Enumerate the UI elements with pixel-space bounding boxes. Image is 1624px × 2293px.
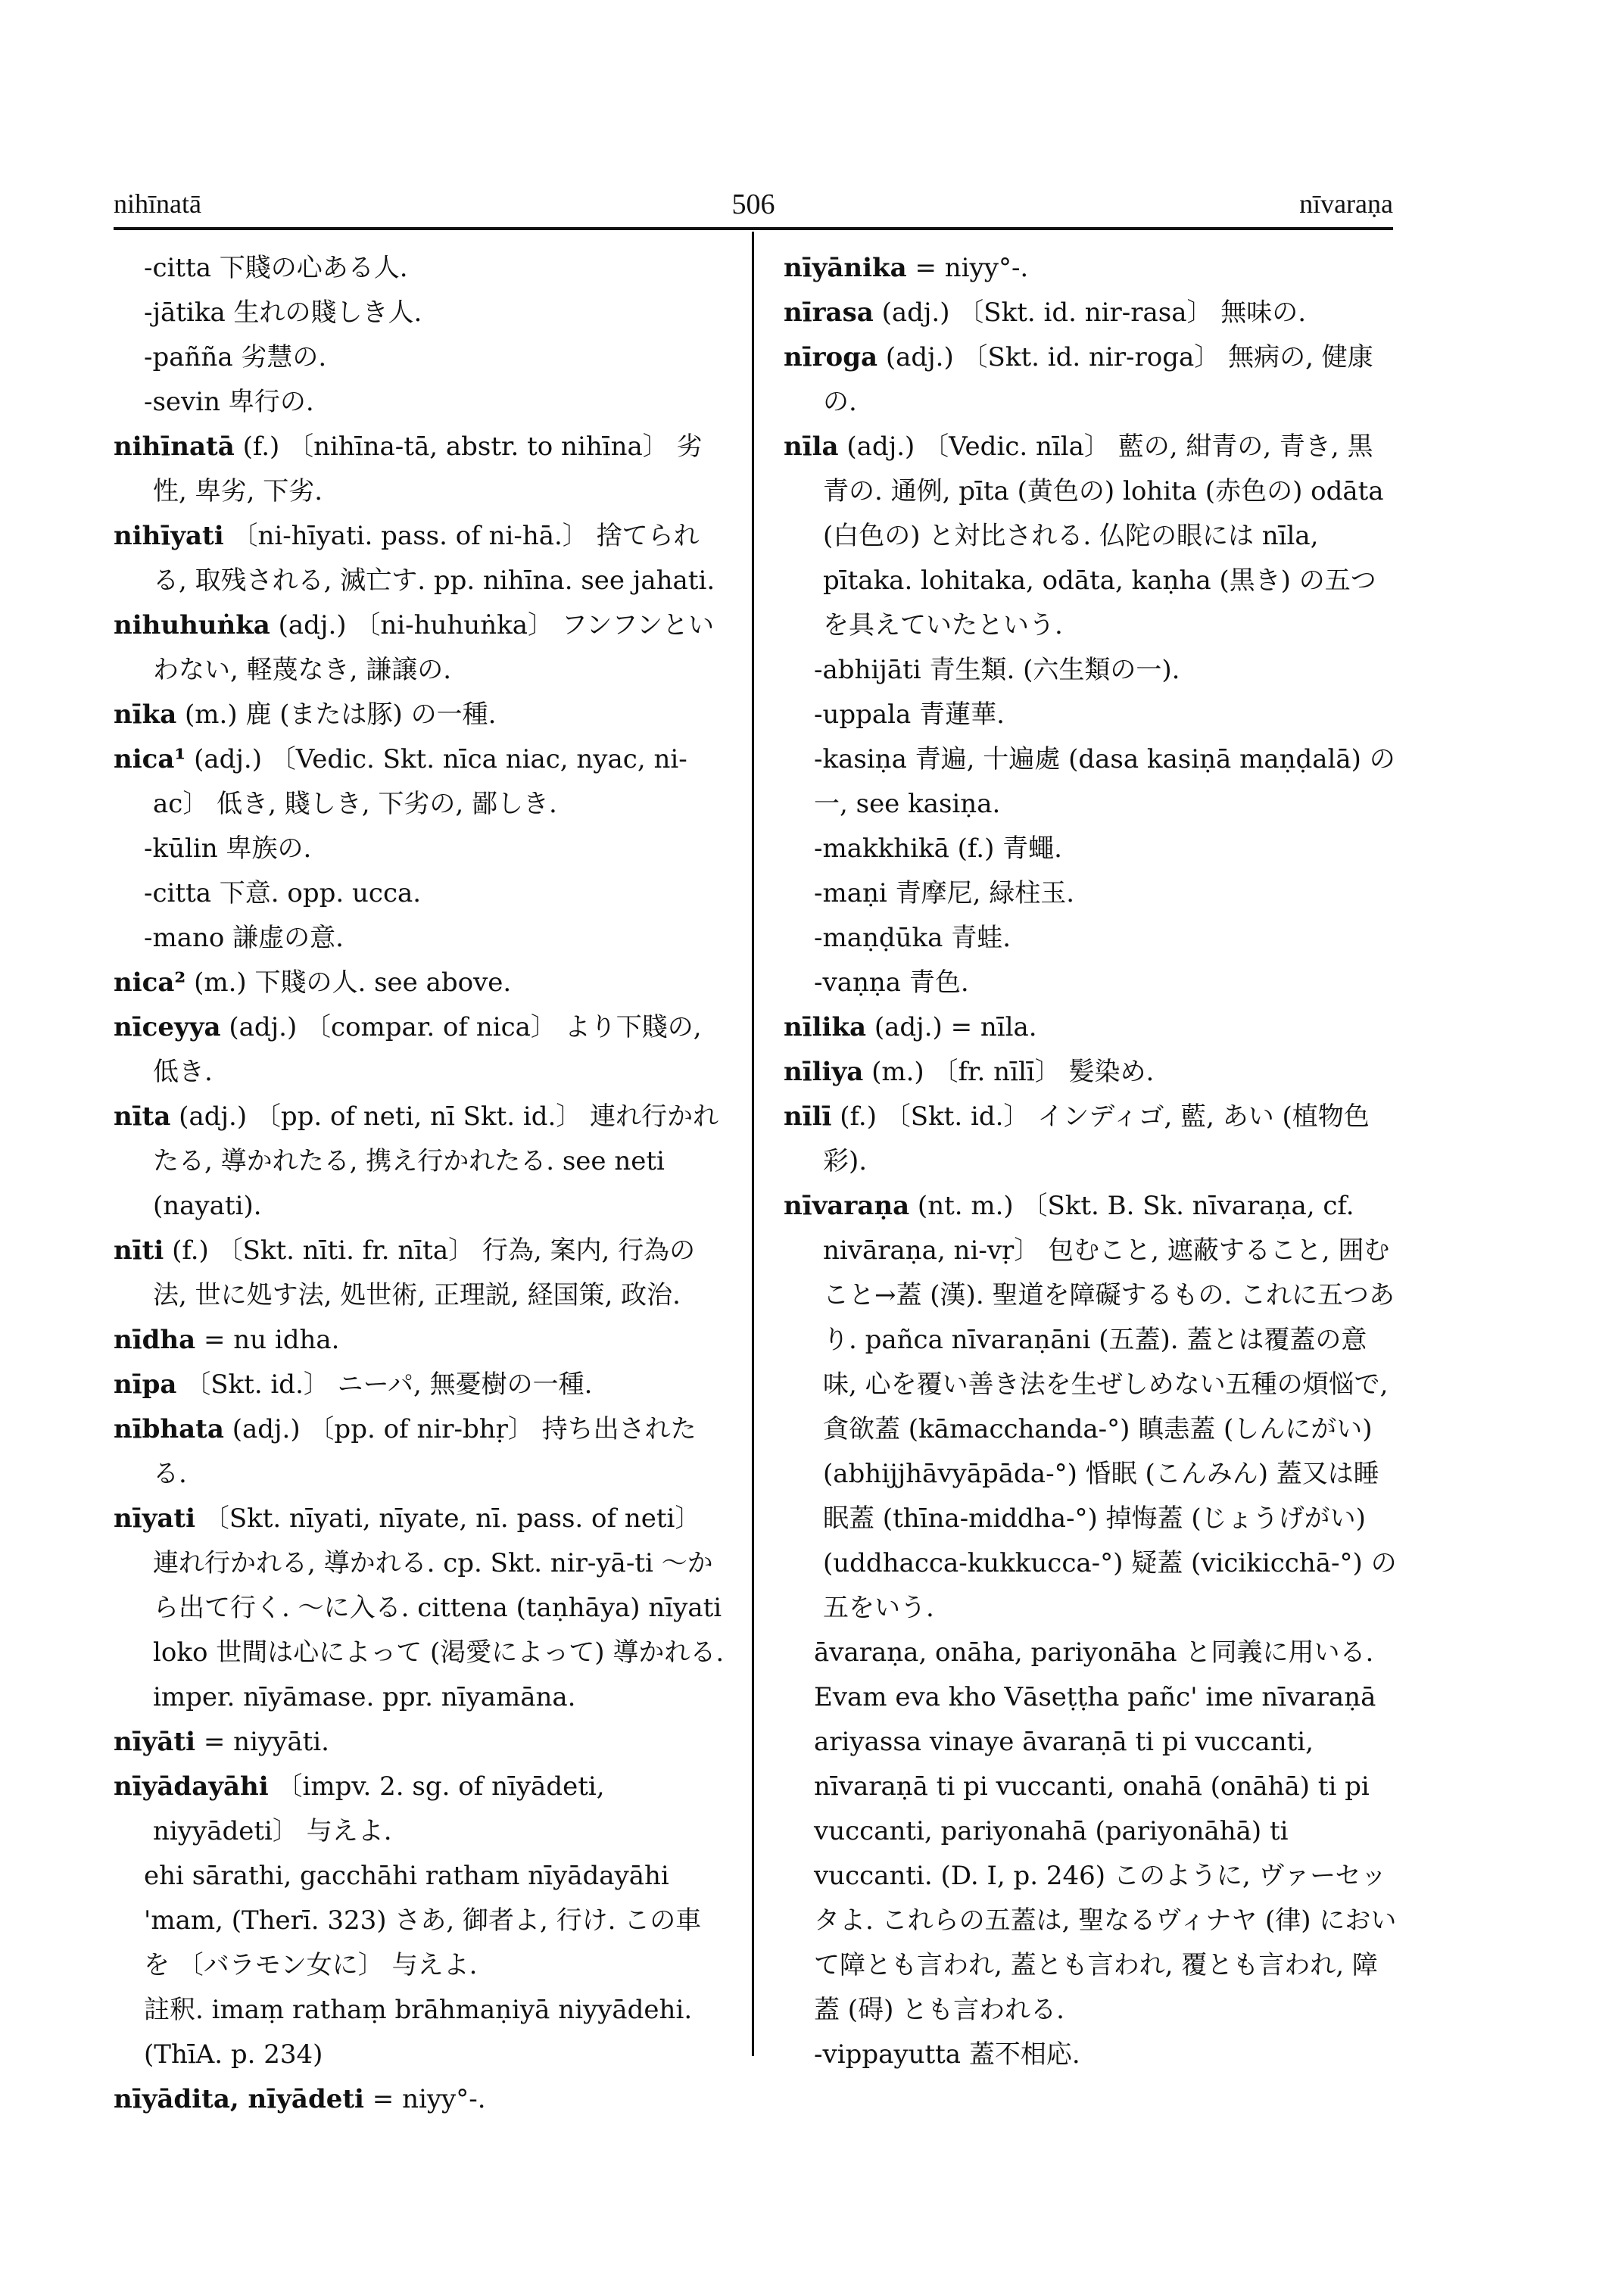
entry-definition: (adj.) 〔compar. of nica〕 より下賤の, 低き.: [153, 1012, 702, 1087]
dictionary-entry: [784, 1095, 1397, 1184]
headword: nīla: [784, 431, 839, 462]
column-divider: [752, 232, 754, 2056]
citation-text: āvaraṇa, onāha, pariyonāha と同義に用いる.: [814, 1637, 1374, 1668]
headword: nīka: [114, 699, 177, 730]
dictionary-entry: [784, 291, 1397, 335]
dictionary-entry: [114, 1407, 727, 1497]
entry-definition: (nt. m.) 〔Skt. B. Sk. nīvaraṇa, cf. nivāraṇa, ni-vṛ〕 包むこと, 遮蔽すること, 囲むこと→蓋 (漢). 聖道を障礙するもの. これに五つあり. pañca nīvaraṇāni (五蓋). 蓋とは覆蓋の意味, 心を覆い善き法を生ぜしめない五種の煩悩で, 貪欲蓋 (kāmacchanda-°) 瞋恚蓋 (しんにがい) (abhijjhāvyāpāda-°) 惛眠 (こんみん) 蓋又は睡眠蓋 (thīna-middha-°) 掉悔蓋 (じょうげがい) (uddhacca-kukkucca-°) 疑蓋 (vicikicchā-°) の五をいう.: [823, 1191, 1397, 1623]
dictionary-entry: [114, 425, 727, 514]
headword: nīyāti: [114, 1727, 196, 1757]
citation-text: 註釈. imaṃ rathaṃ brāhmaṇiyā niyyādehi. (ThīA. p. 234): [144, 1995, 693, 2070]
entry-definition: (f.) 〔nihīna-tā, abstr. to nihīna〕 劣性, 卑劣, 下劣.: [153, 431, 703, 506]
running-head-left: nihīnatā: [114, 188, 201, 219]
sub-entry: -citta 下意. opp. ucca.: [144, 878, 422, 908]
dictionary-entry: [784, 335, 1397, 425]
dictionary-entry: [114, 1005, 727, 1095]
running-head-right: nīvaraṇa: [1299, 188, 1393, 219]
sub-entry: -makkhikā (f.) 青蠅.: [814, 833, 1062, 864]
dictionary-entry: [114, 603, 727, 693]
entry-definition: (adj.) 〔pp. of neti, nī Skt. id.〕 連れ行かれたる, 導かれたる, 携え行かれたる. see neti (nayati).: [153, 1101, 719, 1221]
dictionary-entry: [114, 1318, 727, 1363]
entry-definition: (adj.) 〔ni-huhuṅka〕 フンフンといわない, 軽蔑なき, 謙譲の.: [153, 610, 715, 685]
dictionary-entry: [114, 1497, 727, 1720]
entry-definition: (adj.) 〔Skt. id. nir-roga〕 無病の, 健康の.: [823, 342, 1373, 417]
headword: nīroga: [784, 342, 878, 372]
entry-definition: = niyyāti.: [195, 1727, 329, 1757]
headword: nīceyya: [114, 1012, 221, 1042]
entry-definition: (f.) 〔Skt. nīti. fr. nīta〕 行為, 案内, 行為の法, 世に処す法, 処世術, 正理説, 経国策, 政治.: [153, 1235, 696, 1310]
sub-entry: -mano 謙虚の意.: [144, 923, 344, 953]
sub-entry: -kasiṇa 青遍, 十遍處 (dasa kasiṇā maṇḍalā) の一, see kasiṇa.: [814, 744, 1395, 819]
dictionary-entry: [114, 514, 727, 603]
dictionary-entry: [114, 2077, 727, 2122]
dictionary-entry: [114, 1720, 727, 1765]
headword: nīpa: [114, 1369, 177, 1400]
sub-entry: -vippayutta 蓋不相応.: [814, 2039, 1080, 2070]
entry-definition: (adj.) = nīla.: [866, 1012, 1037, 1042]
entry-definition: 〔ni-hīyati. pass. of ni-hā.〕 捨てられる, 取残される, 滅亡す. pp. nihīna. see jahati.: [153, 521, 715, 596]
headword: nica²: [114, 967, 186, 998]
sub-entry: -sevin 卑行の.: [144, 387, 314, 417]
headword: nīrasa: [784, 298, 874, 328]
sub-entry: -abhijāti 青生類. (六生類の一).: [814, 655, 1180, 685]
headword: nīta: [114, 1101, 171, 1132]
headword: nica¹: [114, 744, 186, 774]
headword: nīdha: [114, 1325, 196, 1355]
dictionary-entry: [114, 693, 727, 737]
entry-definition: 〔Skt. id.〕 ニーパ, 無憂樹の一種.: [176, 1369, 593, 1400]
entry-definition: 〔impv. 2. sg. of nīyādeti, niyyādeti〕 与えよ.: [153, 1771, 605, 1846]
dictionary-entry: [784, 1005, 1397, 1050]
right-column: [784, 246, 1397, 2077]
entry-definition: (m.) 下賤の人. see above.: [185, 967, 512, 998]
sub-entry: -maṇḍūka 青蛙.: [814, 923, 1011, 953]
headword: nihīnatā: [114, 431, 235, 462]
dictionary-entry: [114, 1363, 727, 1407]
sub-entry: -kūlin 卑族の.: [144, 833, 312, 864]
headword: nihuhuṅka: [114, 610, 270, 640]
citation-text: Evam eva kho Vāseṭṭha pañc' ime nīvaraṇā ariyassa vinaye āvaraṇā ti pi vuccanti, nīvaraṇā ti pi vuccanti, onahā (onāhā) ti pi vuccanti, pariyonahā (pariyonāhā) ti vuccanti. (D. I, p. 246) このように, ヴァーセッタよ. これらの五蓋は, 聖なるヴィナヤ (律) において障とも言われ, 蓋とも言われ, 覆とも言われ, 障蓋 (碍) とも言われる.: [814, 1682, 1397, 2025]
entry-definition: (adj.) 〔Vedic. Skt. nīca niac, nyac, ni-ac〕 低き, 賤しき, 下劣の, 鄙しき.: [153, 744, 687, 819]
entry-definition: (m.) 〔fr. nīlī〕 髪染め.: [863, 1057, 1155, 1087]
sub-entry: -vaṇṇa 青色.: [814, 967, 969, 998]
headword: nīlika: [784, 1012, 867, 1042]
entry-definition: 〔Skt. nīyati, nīyate, nī. pass. of neti〕 連れ行かれる, 導かれる. cp. Skt. nir-yā-ti ～から出て行く. ～に入る. cittena (taṇhāya) nīyati loko 世間は心によって (渇愛によって) 導かれる. imper. nīyāmase. ppr. nīyamāna.: [153, 1503, 725, 1712]
dictionary-entry: [784, 425, 1397, 648]
dictionary-entry: [114, 1765, 727, 1854]
entry-definition: (adj.) 〔Skt. id. nir-rasa〕 無味の.: [873, 298, 1307, 328]
dictionary-entry: [114, 1229, 727, 1318]
header-rule: [114, 227, 1393, 230]
page-header: [114, 188, 1393, 226]
sub-entry: -citta 下賤の心ある人.: [144, 253, 408, 283]
sub-entry: -maṇi 青摩尼, 緑柱玉.: [814, 878, 1075, 908]
left-column: [114, 246, 727, 2122]
headword: nīvaraṇa: [784, 1191, 910, 1221]
headword: nīyādayāhi: [114, 1771, 269, 1802]
headword: nībhata: [114, 1414, 224, 1444]
entry-definition: (adj.) 〔pp. of nir-bhṛ〕 持ち出されたる.: [153, 1414, 697, 1489]
dictionary-entry: [114, 1095, 727, 1229]
dictionary-entry: [784, 246, 1397, 291]
headword: nihīyati: [114, 521, 224, 551]
entry-definition: = niyy°-.: [906, 253, 1029, 283]
citation-text: ehi sārathi, gacchāhi ratham nīyādayāhi 'mam, (Therī. 323) さあ, 御者よ, 行け. この車を 〔バラモン女に〕 与えよ.: [144, 1861, 702, 1980]
sub-entry: -pañña 劣慧の.: [144, 342, 327, 372]
entry-definition: (f.) 〔Skt. id.〕 インディゴ, 藍, あい (植物色彩).: [823, 1101, 1370, 1176]
sub-entry: -jātika 生れの賤しき人.: [144, 298, 422, 328]
entry-definition: (adj.) 〔Vedic. nīla〕 藍の, 紺青の, 青き, 黒青の. 通例, pīta (黄色の) lohita (赤色の) odāta (白色の) と対比される. 仏陀の眼には nīla, pītaka. lohitaka, odāta, kaṇha (黒き) の五つを具えていたという.: [823, 431, 1384, 640]
headword: nīti: [114, 1235, 164, 1266]
headword: nīlī: [784, 1101, 832, 1132]
entry-definition: = nu idha.: [195, 1325, 340, 1355]
dictionary-entry: [114, 961, 727, 1005]
sub-entry: -uppala 青蓮華.: [814, 699, 1005, 730]
entry-definition: = niyy°-.: [363, 2084, 486, 2114]
headword: nīliya: [784, 1057, 864, 1087]
page-number: 506: [731, 188, 775, 220]
dictionary-entry: [114, 737, 727, 827]
dictionary-entry: [784, 1050, 1397, 1095]
dictionary-entry: [784, 1184, 1397, 1631]
headword: nīyādita, nīyādeti: [114, 2084, 364, 2114]
headword: nīyānika: [784, 253, 907, 283]
headword: nīyati: [114, 1503, 196, 1534]
entry-definition: (m.) 鹿 (または豚) の一種.: [176, 699, 497, 730]
